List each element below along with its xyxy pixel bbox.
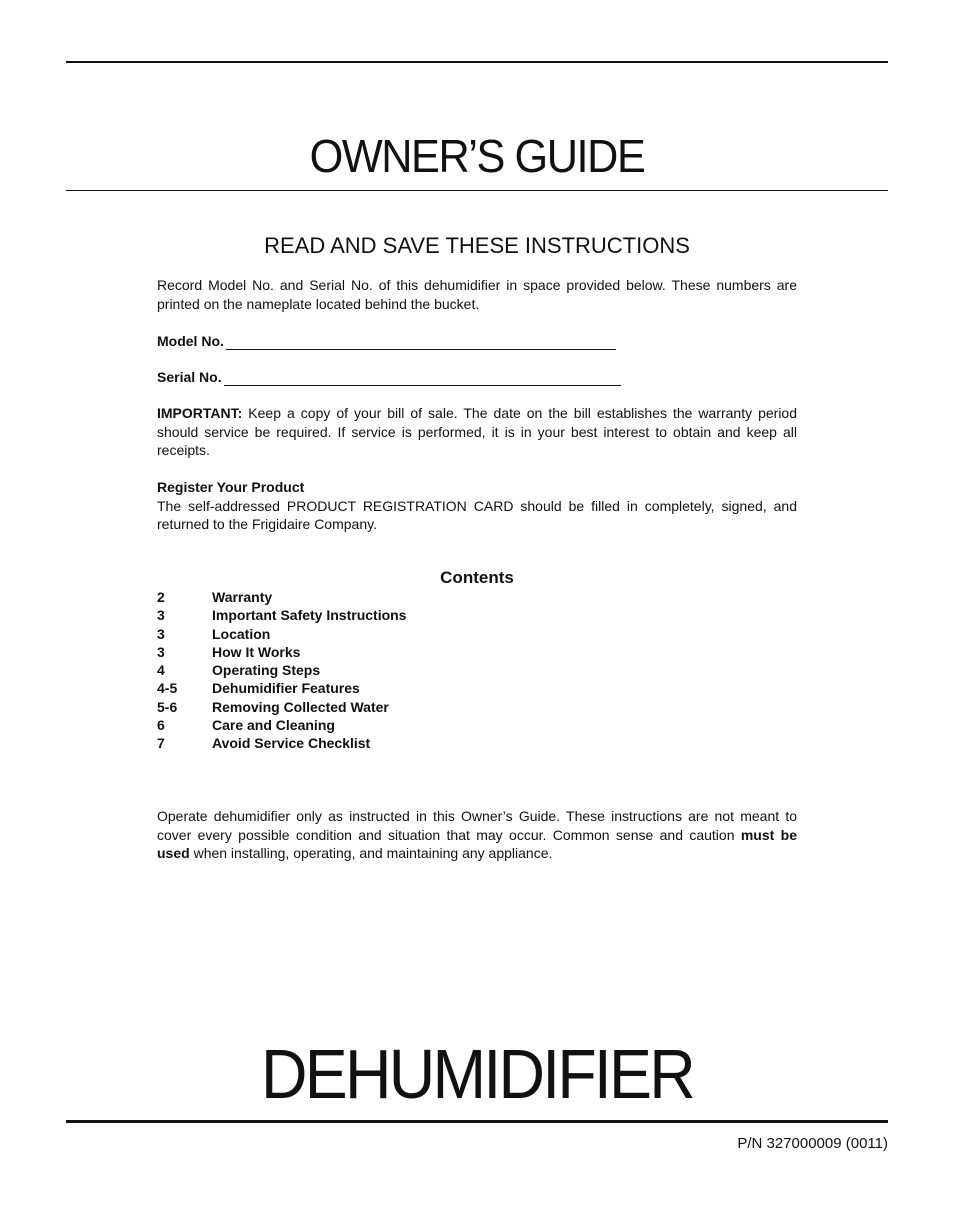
- product-name: DEHUMIDIFIER: [261, 1035, 693, 1113]
- contents-title: Dehumidifier Features: [212, 680, 360, 697]
- top-rule: [66, 61, 888, 63]
- contents-title: Location: [212, 625, 271, 642]
- serial-number-line: [224, 371, 621, 386]
- important-label: IMPORTANT:: [157, 405, 243, 421]
- caution-paragraph: [157, 807, 797, 863]
- contents-page: 7: [157, 735, 165, 752]
- guide-title: OWNER’S GUIDE: [309, 130, 645, 182]
- contents-title: Removing Collected Water: [212, 698, 389, 715]
- title-rule: [66, 190, 888, 191]
- contents-page: 3: [157, 607, 165, 624]
- contents-item: [157, 606, 557, 624]
- contents-item: [157, 588, 557, 606]
- contents-title: Care and Cleaning: [212, 717, 335, 734]
- serial-number-field: [157, 368, 621, 386]
- contents-page: 4-5: [157, 680, 178, 697]
- serial-number-label: Serial No.: [157, 369, 222, 385]
- important-text: Keep a copy of your bill of sale. The date on the bill establishes the warranty period should service be required. If service is performed, it is in your best interest to obtain and keep all receipts.: [157, 405, 797, 458]
- contents-list: [157, 588, 557, 753]
- contents-heading: Contents: [440, 568, 514, 587]
- model-number-label: Model No.: [157, 333, 224, 349]
- contents-item: [157, 698, 557, 716]
- important-paragraph: [157, 404, 797, 460]
- contents-item: [157, 679, 557, 697]
- contents-title: Warranty: [212, 589, 273, 605]
- register-section: [157, 478, 797, 534]
- contents-page: 5-6: [157, 698, 178, 715]
- contents-item: [157, 625, 557, 643]
- contents-title: Operating Steps: [212, 662, 321, 679]
- model-number-line: [226, 335, 616, 350]
- contents-item: [157, 716, 557, 734]
- contents-item: [157, 734, 557, 752]
- contents-page: 6: [157, 717, 165, 734]
- contents-title: How It Works: [212, 643, 301, 660]
- contents-page: 4: [157, 662, 165, 679]
- contents-item: [157, 643, 557, 661]
- contents-title: Avoid Service Checklist: [212, 735, 371, 752]
- caution-text: Operate dehumidifier only as instructed in this Owner’s Guide. These instructions are not meant to cover every possible condition and situation that may occur. Common sense and caution: [157, 808, 797, 843]
- register-heading: Register Your Product: [157, 479, 305, 495]
- contents-page: 3: [157, 643, 165, 660]
- contents-page: 2: [157, 589, 165, 605]
- intro-paragraph: Record Model No. and Serial No. of this dehumidifier in space provided below. These numbers are printed on the nameplate located behind the bucket.: [157, 277, 797, 312]
- caution-text-end: when installing, operating, and maintaining any appliance.: [189, 845, 553, 861]
- subtitle: READ AND SAVE THESE INSTRUCTIONS: [264, 233, 690, 258]
- contents-page: 3: [157, 625, 165, 642]
- caution-emphasis: must be used: [157, 826, 797, 861]
- part-number: P/N 327000009 (0011): [737, 1135, 888, 1152]
- model-number-field: [157, 332, 616, 350]
- contents-item: [157, 661, 557, 679]
- register-text: The self-addressed PRODUCT REGISTRATION CARD should be filled in completely, signed, and returned to the Frigidaire Company.: [157, 497, 797, 532]
- bottom-rule: [66, 1120, 888, 1123]
- contents-title: Important Safety Instructions: [212, 607, 407, 624]
